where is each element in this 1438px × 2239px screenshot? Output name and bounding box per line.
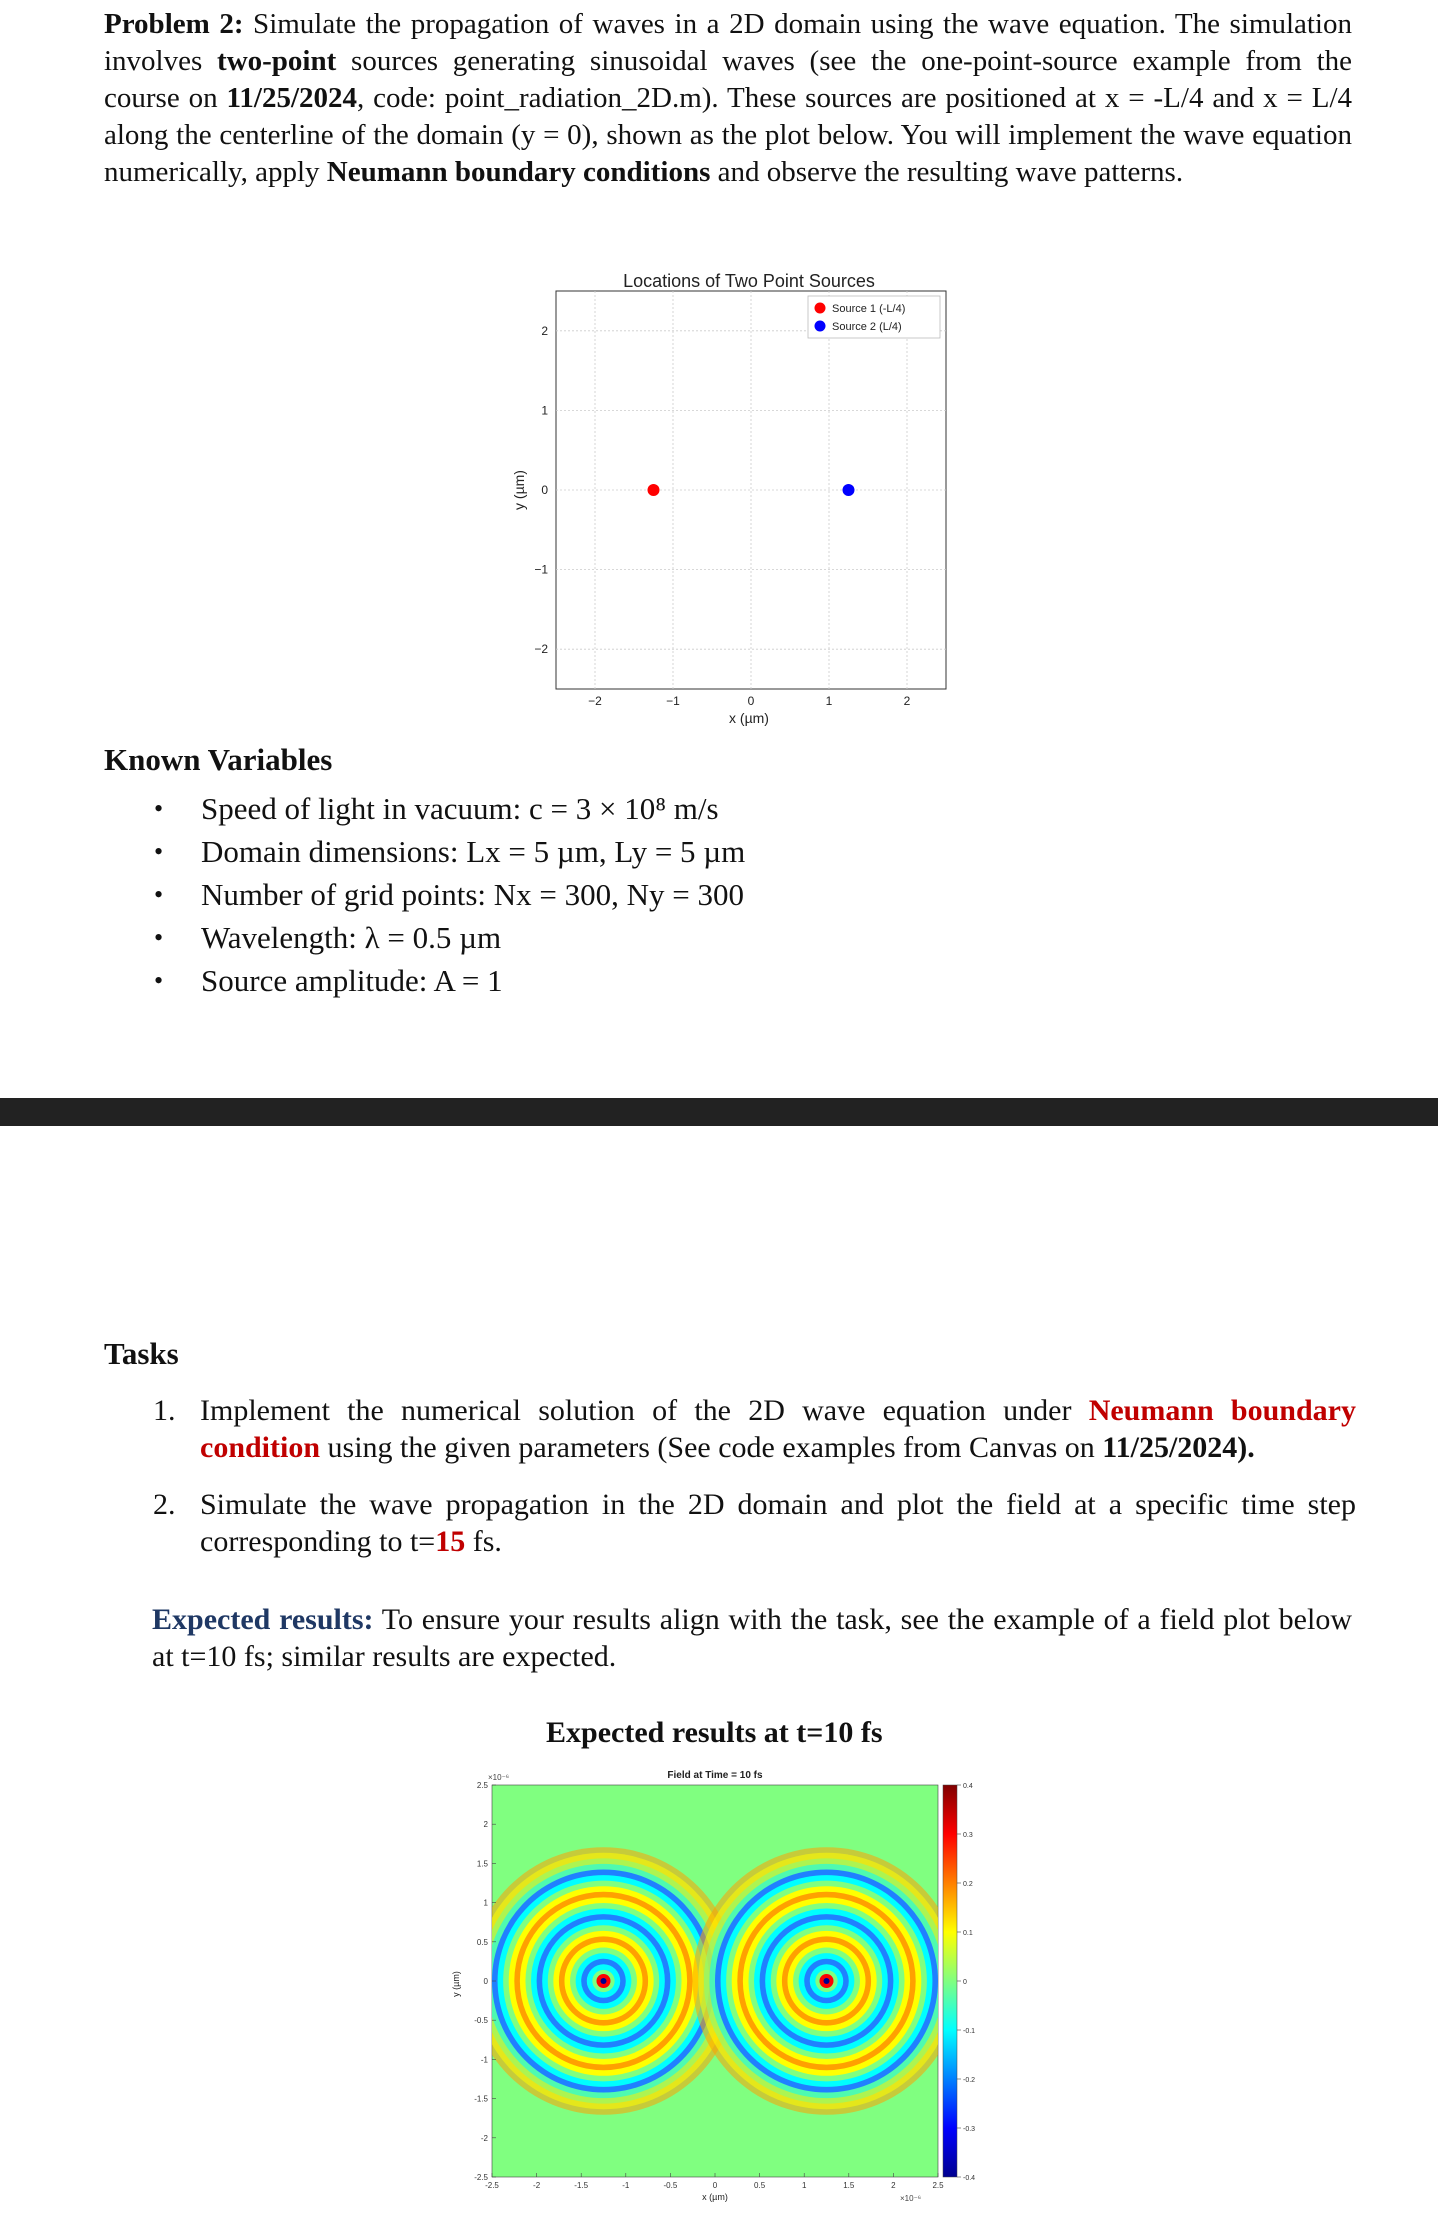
chart2-y-tick-label: 1 bbox=[483, 1898, 488, 1908]
chart1-x-tick-label: −2 bbox=[588, 694, 602, 708]
problem-label: Problem 2: bbox=[104, 8, 244, 40]
chart1-y-tick-label: 0 bbox=[541, 483, 548, 497]
list-item: • Wavelength: λ = 0.5 µm bbox=[154, 920, 502, 955]
colorbar-tick-label: -0.2 bbox=[963, 2077, 976, 2084]
chart2-x-tick-label: -2.5 bbox=[485, 2181, 499, 2190]
task-number: 2. bbox=[153, 1488, 176, 1521]
colorbar-tick-label: -0.3 bbox=[963, 2126, 976, 2133]
chart1-title: Locations of Two Point Sources bbox=[623, 271, 875, 291]
expected-figure-title: Expected results at t=10 fs bbox=[546, 1716, 883, 1749]
chart1-legend-marker bbox=[815, 321, 826, 332]
problem-text-2: sources generating sinusoidal waves (see the one-point-source example from the course on bbox=[104, 45, 1352, 114]
chart2-x-tick-label: 1 bbox=[801, 2181, 807, 2190]
chart2-x-tick-label: 1.5 bbox=[843, 2181, 855, 2190]
colorbar-tick-label: 0 bbox=[963, 1979, 967, 1986]
chart2-y-tick-label: 0 bbox=[483, 1977, 488, 1986]
chart2-y-exponent: ×10⁻⁶ bbox=[488, 1773, 510, 1782]
list-item: • Speed of light in vacuum: c = 3 × 10⁸ m/s bbox=[154, 791, 719, 826]
list-item: • Domain dimensions: Lx = 5 µm, Ly = 5 µm bbox=[154, 834, 746, 869]
problem-bold-1: two-point bbox=[217, 45, 337, 77]
chart2-title: Field at Time = 10 fs bbox=[667, 1770, 763, 1781]
known-variable-text: Speed of light in vacuum: c = 3 × 10⁸ m/s bbox=[201, 791, 719, 826]
known-variables-heading: Known Variables bbox=[104, 742, 333, 777]
colorbar-tick-label: 0.2 bbox=[963, 1881, 973, 1888]
task1-text-b: using the given parameters (See code examples from Canvas on bbox=[320, 1431, 1103, 1464]
chart1-y-axis-label: y (µm) bbox=[511, 470, 527, 510]
source-locations-chart bbox=[480, 262, 960, 732]
colorbar-tick-label: -0.4 bbox=[963, 2175, 976, 2182]
chart2-y-tick-label: 0.5 bbox=[476, 1937, 488, 1947]
list-item bbox=[148, 1486, 1356, 1560]
chart1-source-point bbox=[843, 484, 855, 496]
chart2-y-tick-label: -2 bbox=[480, 2133, 488, 2143]
expected-results-label: Expected results: bbox=[152, 1603, 374, 1636]
chart1-x-tick-label: −1 bbox=[666, 694, 680, 708]
chart2-y-tick-label: 1.5 bbox=[476, 1859, 488, 1869]
list-item: • Number of grid points: Nx = 300, Ny = 300 bbox=[154, 877, 744, 912]
known-variable-text: Domain dimensions: Lx = 5 µm, Ly = 5 µm bbox=[201, 834, 746, 869]
task1-text-a: Implement the numerical solution of the 2D wave equation under bbox=[200, 1394, 1089, 1427]
colorbar-tick-label: 0.3 bbox=[963, 1832, 973, 1839]
chart2-x-tick-label: 0.5 bbox=[754, 2181, 766, 2190]
chart2-x-axis-label: x (µm) bbox=[702, 2192, 728, 2202]
chart2-y-tick-label: 2 bbox=[483, 1820, 488, 1830]
known-variables-list bbox=[148, 787, 745, 1002]
known-variable-text: Source amplitude: A = 1 bbox=[201, 963, 503, 998]
chart1-legend-label: Source 2 (L/4) bbox=[832, 321, 902, 333]
list-item: • Source amplitude: A = 1 bbox=[154, 963, 503, 998]
chart2-x-tick-label: -1 bbox=[622, 2181, 630, 2190]
task1-bold-date: 11/25/2024). bbox=[1102, 1431, 1255, 1464]
chart1-x-tick-label: 0 bbox=[747, 694, 755, 708]
problem-text-3: , code: point_radiation_2D.m). These sources are positioned at x = -L/4 and x = L/4 along the centerline of the domain (y = 0), shown as the plot below. You will implement the wave equation numerically, apply bbox=[104, 82, 1353, 188]
known-variable-text: Number of grid points: Nx = 300, Ny = 300 bbox=[201, 877, 744, 912]
problem-statement bbox=[104, 6, 1352, 191]
expected-results-text bbox=[152, 1601, 1352, 1675]
chart1-legend-marker bbox=[815, 303, 826, 314]
chart2-x-tick-label: -1.5 bbox=[574, 2181, 589, 2190]
chart2-x-tick-label: -2 bbox=[533, 2181, 541, 2190]
task2-text-a: Simulate the wave propagation in the 2D domain and plot the field at a specific time step corresponding to t= bbox=[200, 1488, 1356, 1558]
colorbar bbox=[943, 1785, 957, 2177]
chart2-x-tick-label: -0.5 bbox=[663, 2181, 678, 2190]
chart1-x-tick-label: 2 bbox=[903, 694, 911, 708]
chart1-plot-area bbox=[556, 291, 946, 689]
chart1-y-tick-label: 1 bbox=[541, 403, 548, 418]
expected-results-body: To ensure your results align with the task, see the example of a field plot below at t=10 fs; similar results are expected. bbox=[152, 1603, 1352, 1673]
task2-text-b: fs. bbox=[465, 1525, 502, 1558]
chart2-x-exponent: ×10⁻⁶ bbox=[900, 2194, 922, 2203]
chart1-x-tick-label: 1 bbox=[825, 694, 833, 708]
chart1-y-tick-label: 2 bbox=[541, 323, 548, 338]
known-variable-text: Wavelength: λ = 0.5 µm bbox=[201, 920, 502, 955]
chart2-x-tick-label: 0 bbox=[712, 2181, 718, 2190]
chart1-legend-label: Source 1 (-L/4) bbox=[832, 303, 906, 315]
chart2-y-axis-label: y (µm) bbox=[451, 1971, 461, 1997]
chart2-y-tick-label: -2.5 bbox=[474, 2173, 488, 2182]
chart2-y-tick-label: -1 bbox=[480, 2055, 488, 2065]
chart2-x-tick-label: 2 bbox=[891, 2181, 896, 2190]
tasks-heading: Tasks bbox=[104, 1336, 179, 1371]
problem-bold-3: Neumann boundary conditions bbox=[326, 156, 711, 188]
colorbar-tick-label: 0.4 bbox=[963, 1783, 973, 1790]
tasks-list bbox=[148, 1392, 1356, 1580]
colorbar-tick-label: 0.1 bbox=[963, 1930, 973, 1937]
chart2-y-tick-label: 2.5 bbox=[476, 1781, 488, 1790]
problem-bold-2: 11/25/2024 bbox=[226, 82, 357, 114]
task1-red-text: Neumann boundary condition bbox=[200, 1394, 1356, 1464]
chart1-x-axis-label: x (µm) bbox=[729, 710, 769, 726]
page-divider bbox=[0, 1098, 1438, 1126]
problem-text-1: Simulate the propagation of waves in a 2D domain using the wave equation. The simulation involves bbox=[104, 8, 1352, 77]
chart2-y-tick-label: -0.5 bbox=[474, 2016, 488, 2026]
chart2-y-tick-label: -1.5 bbox=[474, 2094, 488, 2104]
task2-red-value: 15 bbox=[435, 1525, 466, 1558]
list-item bbox=[148, 1392, 1356, 1466]
problem-text-4: and observe the resulting wave patterns. bbox=[710, 156, 1184, 188]
field-source-center bbox=[601, 1978, 607, 1984]
chart1-legend bbox=[808, 296, 940, 338]
chart1-y-tick-label: −2 bbox=[534, 642, 548, 657]
field-heatmap-chart bbox=[440, 1760, 1000, 2204]
colorbar-tick-label: -0.1 bbox=[963, 2028, 976, 2035]
chart1-y-tick-label: −1 bbox=[534, 562, 548, 577]
task-number: 1. bbox=[153, 1394, 176, 1427]
chart1-source-point bbox=[648, 484, 660, 496]
chart2-x-tick-label: 2.5 bbox=[932, 2181, 944, 2190]
field-source-center bbox=[824, 1978, 830, 1984]
